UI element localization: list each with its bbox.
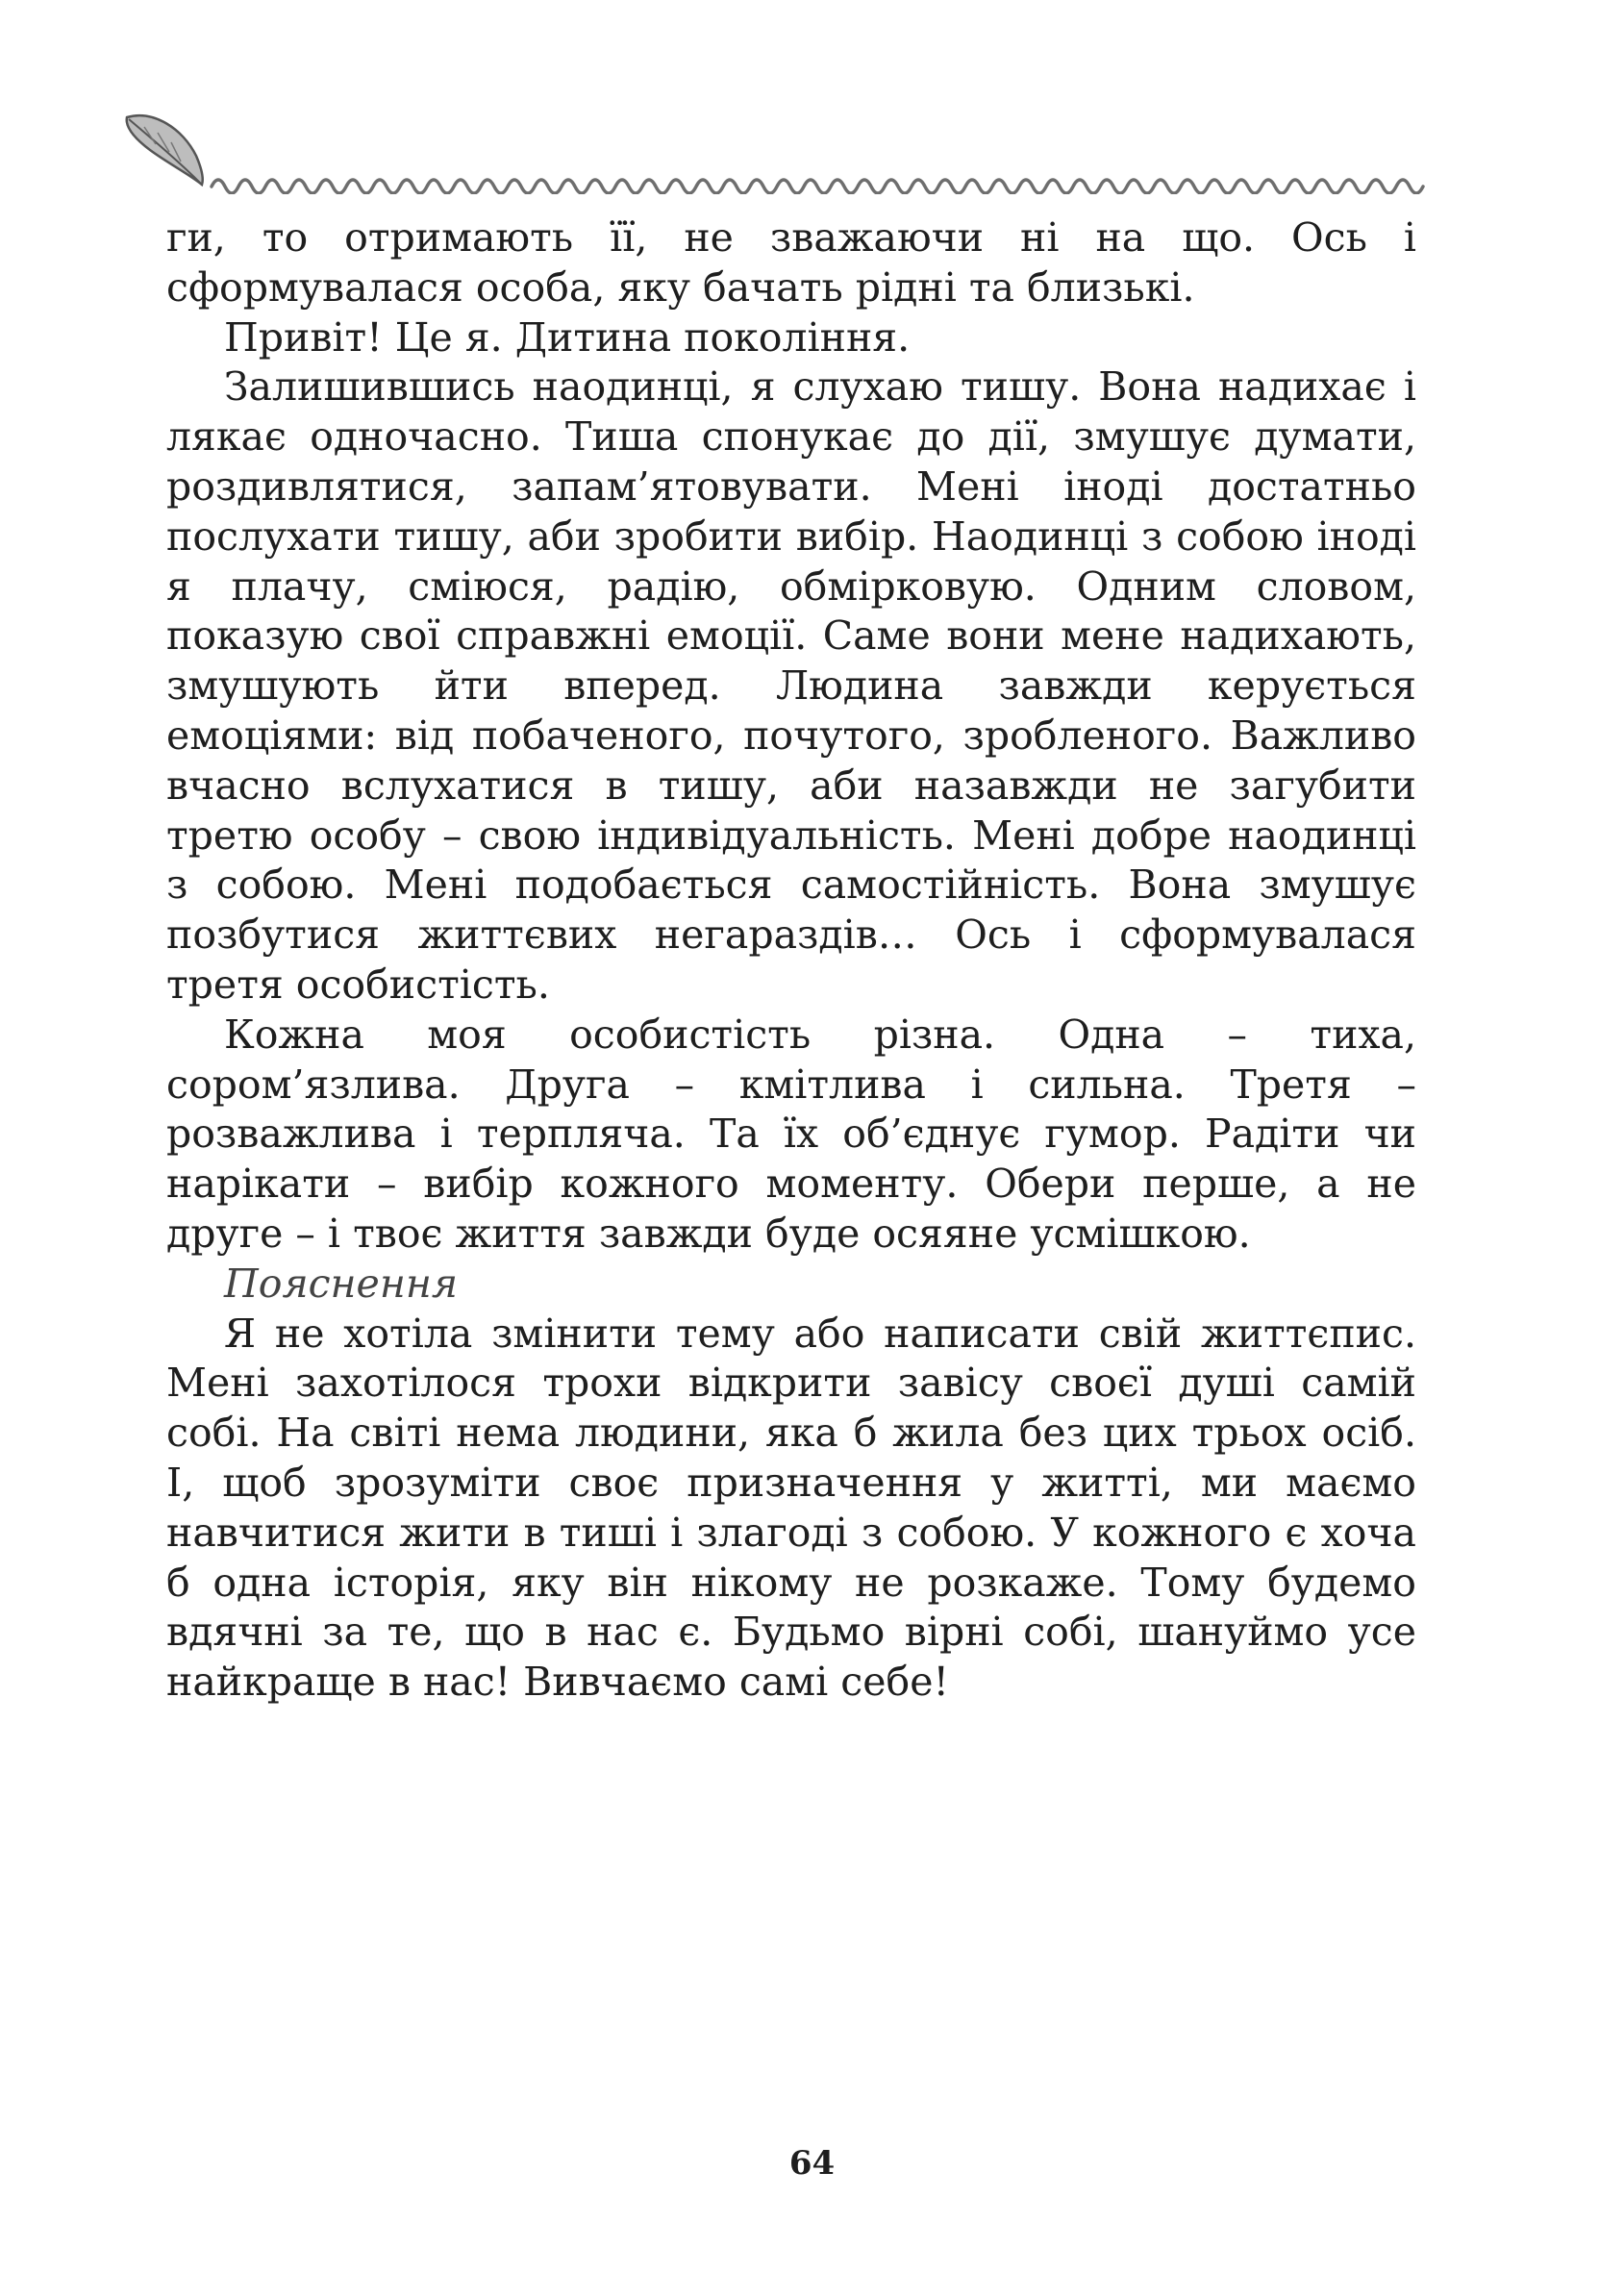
page-number: 64 (788, 2144, 836, 2183)
main-text (166, 213, 1416, 1708)
paragraph-silence: Залишившись наодинці, я слухаю тишу. Вона надихає і лякає одночасно. Тиша спонукає до дії, змушує думати, роздивлятися, запам’ятовувати. Мені іноді достатньо послухати тишу, аби зробити вибір. Наодинці з собою іноді я плачу, сміюся, радію, обмірковую. Одним словом, показую свої справжні емоції. Саме вони мене надихають, змушують йти вперед. Людина завжди керується емоціями: від побаченого, почутого, зробленого. Важливо вчасно вслухатися в тишу, аби назавжди не загубити третю особу – свою індивідуальність. Мені добре наодинці з собою. Мені подобається самостійність. Вона змушує позбутися життєвих негараздів… Ось і сформувалася третя особистість. (166, 363, 1416, 1008)
paragraph-greeting: Привіт! Це я. Дитина покоління. (224, 313, 911, 361)
paragraph-personalities: Кожна моя особистість різна. Одна – тиха, сором’язлива. Друга – кмітлива і сильна. Третя – розважлива і терпляча. Та їх об’єднує гумор. Радіти чи нарікати – вибір кожного моменту. Обери перше, а не друге – і твоє життя завжди буде осяяне усмішкою. (166, 1011, 1416, 1257)
paragraph-continuation: ги, то отримають її, не зважаючи ні на що. Ось і сформувалася особа, яку бачать рідні та близькі. (166, 214, 1416, 311)
wavy-divider-line (212, 180, 1423, 193)
header-ornament (115, 108, 1433, 194)
explanation-heading: Пояснення (224, 1260, 458, 1307)
paragraph-explanation: Я не хотіла змінити тему або написати свій життєпис. Мені захотілося трохи відкрити завісу своєї душі самій собі. На світі нема людини, яка б жила без цих трьох осіб. І, щоб зрозуміти своє призначення у житті, ми маємо навчитися жити в тиші і злагоді з собою. У кожного є хоча б одна історія, яку він нікому не розкаже. Тому будемо вдячні за те, що в нас є. Будьмо вірні собі, шануймо усе найкраще в нас! Вивчаємо самі себе! (166, 1310, 1416, 1706)
leaf-quill-icon (127, 115, 203, 185)
